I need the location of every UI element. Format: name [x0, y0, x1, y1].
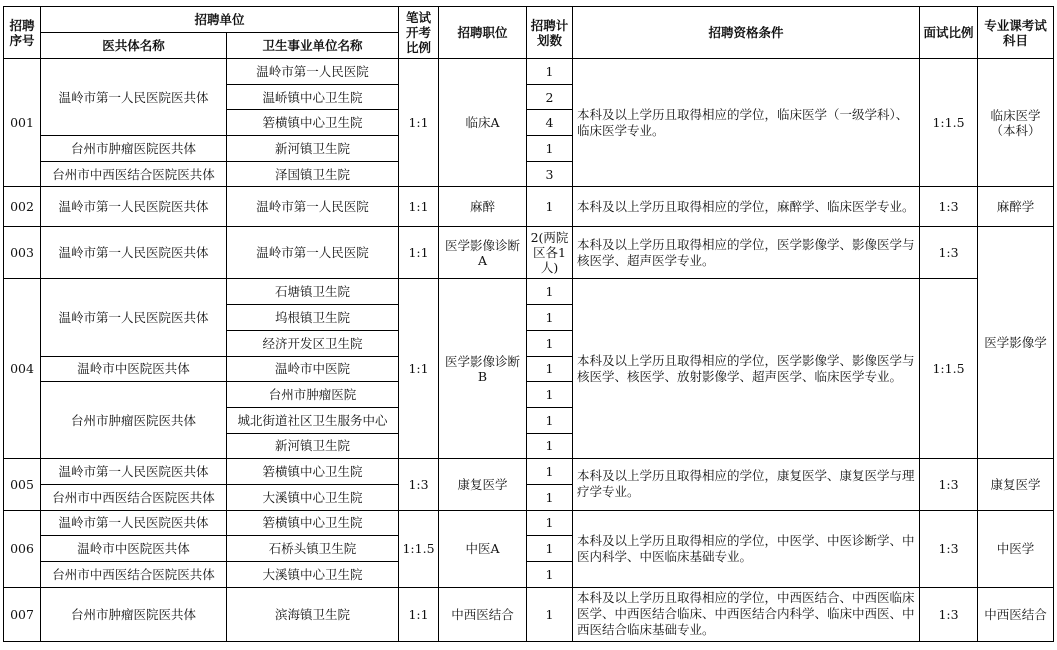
table-row — [4, 59, 1054, 85]
recruitment-table — [3, 6, 1054, 642]
position-cell: 康复医学 — [439, 459, 527, 510]
seq-cell: 002 — [4, 187, 41, 227]
unit-cell: 大溪镇中心卫生院 — [227, 562, 399, 588]
group-cell: 温岭市第一人民医院医共体 — [41, 459, 227, 485]
subject-cell: 医学影像学 — [978, 227, 1054, 459]
plan-cell: 1 — [527, 536, 573, 562]
seq-cell: 005 — [4, 459, 41, 510]
seq-cell: 004 — [4, 279, 41, 459]
plan-cell: 1 — [527, 459, 573, 485]
seq-cell: 001 — [4, 59, 41, 187]
header-written-ratio: 笔试开考比例 — [399, 7, 439, 59]
group-cell: 台州市肿瘤医院医共体 — [41, 587, 227, 641]
table-row — [4, 279, 1054, 305]
plan-cell: 1 — [527, 330, 573, 356]
group-cell: 温岭市第一人民医院医共体 — [41, 279, 227, 356]
group-cell: 温岭市第一人民医院医共体 — [41, 227, 227, 279]
plan-cell: 1 — [527, 407, 573, 433]
requirements-cell: 本科及以上学历且取得相应的学位，临床医学（一级学科）、临床医学专业。 — [573, 59, 920, 187]
seq-cell: 006 — [4, 510, 41, 587]
plan-cell: 2(两院区各1人) — [527, 227, 573, 279]
unit-cell: 箬横镇中心卫生院 — [227, 510, 399, 536]
written-ratio-cell: 1:1 — [399, 227, 439, 279]
interview-ratio-cell: 1:3 — [920, 510, 978, 587]
requirements-cell: 本科及以上学历且取得相应的学位，医学影像学、影像医学与核医学、超声医学专业。 — [573, 227, 920, 279]
group-cell: 温岭市第一人民医院医共体 — [41, 59, 227, 136]
written-ratio-cell: 1:1 — [399, 587, 439, 641]
seq-cell: 007 — [4, 587, 41, 641]
unit-cell: 温岭市中医院 — [227, 356, 399, 382]
plan-cell: 1 — [527, 484, 573, 510]
table-row — [4, 587, 1054, 641]
table-row — [4, 227, 1054, 279]
unit-cell: 石塘镇卫生院 — [227, 279, 399, 305]
header-exam-subject: 专业课考试科目 — [978, 7, 1054, 59]
plan-cell: 1 — [527, 279, 573, 305]
interview-ratio-cell: 1:3 — [920, 227, 978, 279]
plan-cell: 2 — [527, 84, 573, 110]
subject-cell: 麻醉学 — [978, 187, 1054, 227]
group-cell: 温岭市第一人民医院医共体 — [41, 510, 227, 536]
subject-cell: 中西医结合 — [978, 587, 1054, 641]
plan-cell: 1 — [527, 587, 573, 641]
header-unit: 招聘单位 — [41, 7, 399, 33]
unit-cell: 石桥头镇卫生院 — [227, 536, 399, 562]
unit-cell: 箬横镇中心卫生院 — [227, 110, 399, 136]
plan-cell: 3 — [527, 161, 573, 187]
table-row — [4, 459, 1054, 485]
requirements-cell: 本科及以上学历且取得相应的学位，康复医学、康复医学与理疗学专业。 — [573, 459, 920, 510]
group-cell: 温岭市中医院医共体 — [41, 536, 227, 562]
unit-cell: 温岭市第一人民医院 — [227, 227, 399, 279]
unit-cell: 温岭市第一人民医院 — [227, 59, 399, 85]
group-cell: 台州市中西医结合医院医共体 — [41, 562, 227, 588]
header-medical-group: 医共体名称 — [41, 33, 227, 59]
written-ratio-cell: 1:1 — [399, 187, 439, 227]
unit-cell: 经济开发区卫生院 — [227, 330, 399, 356]
interview-ratio-cell: 1:1.5 — [920, 279, 978, 459]
interview-ratio-cell: 1:3 — [920, 187, 978, 227]
unit-cell: 新河镇卫生院 — [227, 136, 399, 162]
position-cell: 医学影像诊断A — [439, 227, 527, 279]
position-cell: 医学影像诊断B — [439, 279, 527, 459]
group-cell: 台州市肿瘤医院医共体 — [41, 136, 227, 162]
group-cell: 台州市中西医结合医院医共体 — [41, 484, 227, 510]
written-ratio-cell: 1:1.5 — [399, 510, 439, 587]
plan-cell: 1 — [527, 433, 573, 459]
written-ratio-cell: 1:3 — [399, 459, 439, 510]
subject-cell: 康复医学 — [978, 459, 1054, 510]
subject-cell: 临床医学（本科） — [978, 59, 1054, 187]
header-plan: 招聘计划数 — [527, 7, 573, 59]
group-cell: 温岭市第一人民医院医共体 — [41, 187, 227, 227]
table-row — [4, 187, 1054, 227]
unit-cell: 坞根镇卫生院 — [227, 305, 399, 331]
unit-cell: 箬横镇中心卫生院 — [227, 459, 399, 485]
position-cell: 中医A — [439, 510, 527, 587]
written-ratio-cell: 1:1 — [399, 279, 439, 459]
plan-cell: 1 — [527, 187, 573, 227]
position-cell: 麻醉 — [439, 187, 527, 227]
subject-cell: 中医学 — [978, 510, 1054, 587]
unit-cell: 温峤镇中心卫生院 — [227, 84, 399, 110]
header-position: 招聘职位 — [439, 7, 527, 59]
plan-cell: 1 — [527, 136, 573, 162]
seq-cell: 003 — [4, 227, 41, 279]
plan-cell: 1 — [527, 510, 573, 536]
unit-cell: 台州市肿瘤医院 — [227, 382, 399, 408]
plan-cell: 1 — [527, 59, 573, 85]
requirements-cell: 本科及以上学历且取得相应的学位，医学影像学、影像医学与核医学、核医学、放射影像学、超声医学、临床医学专业。 — [573, 279, 920, 459]
unit-cell: 大溪镇中心卫生院 — [227, 484, 399, 510]
requirements-cell: 本科及以上学历且取得相应的学位，中医学、中医诊断学、中医内科学、中医临床基础专业。 — [573, 510, 920, 587]
group-cell: 温岭市中医院医共体 — [41, 356, 227, 382]
unit-cell: 城北街道社区卫生服务中心 — [227, 407, 399, 433]
group-cell: 台州市肿瘤医院医共体 — [41, 382, 227, 459]
header-seq: 招聘序号 — [4, 7, 41, 59]
plan-cell: 1 — [527, 356, 573, 382]
interview-ratio-cell: 1:3 — [920, 459, 978, 510]
header-interview-ratio: 面试比例 — [920, 7, 978, 59]
interview-ratio-cell: 1:3 — [920, 587, 978, 641]
header-requirements: 招聘资格条件 — [573, 7, 920, 59]
requirements-cell: 本科及以上学历且取得相应的学位，麻醉学、临床医学专业。 — [573, 187, 920, 227]
unit-cell: 泽国镇卫生院 — [227, 161, 399, 187]
unit-cell: 新河镇卫生院 — [227, 433, 399, 459]
interview-ratio-cell: 1:1.5 — [920, 59, 978, 187]
unit-cell: 温岭市第一人民医院 — [227, 187, 399, 227]
plan-cell: 4 — [527, 110, 573, 136]
header-row-1 — [4, 7, 1054, 33]
unit-cell: 滨海镇卫生院 — [227, 587, 399, 641]
plan-cell: 1 — [527, 305, 573, 331]
plan-cell: 1 — [527, 562, 573, 588]
table-row — [4, 510, 1054, 536]
position-cell: 临床A — [439, 59, 527, 187]
group-cell: 台州市中西医结合医院医共体 — [41, 161, 227, 187]
written-ratio-cell: 1:1 — [399, 59, 439, 187]
position-cell: 中西医结合 — [439, 587, 527, 641]
requirements-cell: 本科及以上学历且取得相应的学位，中西医结合、中西医临床医学、中西医结合临床、中西医结合内科学、临床中西医、中西医结合临床基础专业。 — [573, 587, 920, 641]
plan-cell: 1 — [527, 382, 573, 408]
header-health-unit: 卫生事业单位名称 — [227, 33, 399, 59]
